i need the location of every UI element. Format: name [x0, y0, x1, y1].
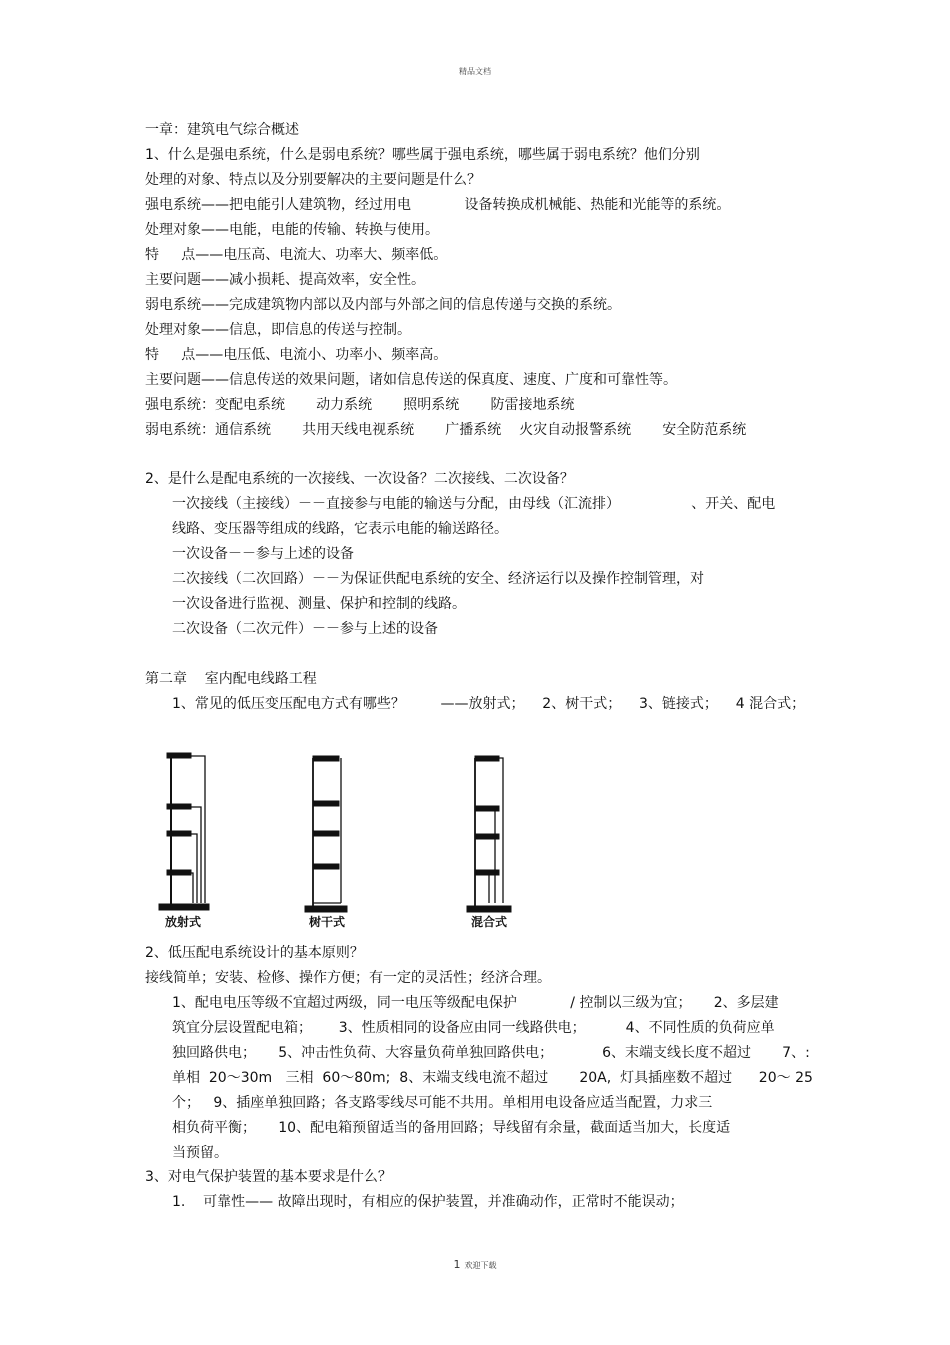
mixed-diagram — [467, 756, 511, 912]
text-line: 线路、变压器等组成的线路，它表示电能的输送路径。 — [172, 521, 508, 537]
text-line: 弱电系统——完成建筑物内部以及内部与外部之间的信息传递与交换的系统。 — [145, 297, 621, 313]
text-line: 1、配电电压等级不宜超过两级，同一电压等级配电保护 / 控制以三级为宜； 2、多层建 — [172, 995, 779, 1011]
page-footer — [0, 1258, 950, 1271]
text-line: 独回路供电； 5、冲击性负荷、大容量负荷单独回路供电； 6、末端支线长度不超过 7、: — [172, 1045, 810, 1061]
question-title: 1、常见的低压变压配电方式有哪些？ ——放射式； 2、树干式； 3、链接式； 4 混合式； — [172, 696, 806, 712]
chapter-1-title: 一章：建筑电气综合概述 — [145, 122, 299, 138]
diagram-label-trunk: 树干式 — [308, 915, 346, 928]
text-line: 1. 可靠性—— 故障出现时，有相应的保护装置，并准确动作，正常时不能误动； — [172, 1194, 684, 1210]
text-line: 处理对象——信息，即信息的传送与控制。 — [145, 322, 411, 338]
text-line: 主要问题——信息传送的效果问题，诸如信息传送的保真度、速度、广度和可靠性等。 — [145, 372, 677, 388]
text-line: 二次设备（二次元件）－－参与上述的设备 — [172, 621, 438, 637]
diagram-label-mixed: 混合式 — [470, 915, 508, 928]
page-number: 1 — [453, 1258, 461, 1271]
question-title: 2、低压配电系统设计的基本原则？ — [145, 945, 364, 961]
chapter-2-title: 第二章 室内配电线路工程 — [145, 671, 317, 687]
text-line: 强电系统——把电能引人建筑物，经过用电 设备转换成机械能、热能和光能等的系统。 — [145, 197, 731, 213]
text-line: 筑宜分层设置配电箱； 3、性质相同的设备应由同一线路供电； 4、不同性质的负荷应单 — [172, 1020, 775, 1036]
text-line: 单相 20～30m 三相 60～80m; 8、末端支线电流不超过 20A, 灯具插座数不超过 20～ 25 — [172, 1070, 813, 1086]
text-line: 主要问题——减小损耗、提高效率，安全性。 — [145, 272, 425, 288]
page-header: 精品文档 — [459, 67, 491, 76]
text-line: 接线简单；安装、检修、操作方便；有一定的灵活性；经济合理。 — [145, 970, 551, 986]
text-line: 一次接线（主接线）－－直接参与电能的输送与分配，由母线（汇流排） 、开关、配电 — [172, 496, 776, 512]
text-line: 一次设备进行监视、测量、保护和控制的线路。 — [172, 596, 466, 612]
text-line: 二次接线（二次回路）－－为保证供配电系统的安全、经济运行以及操作控制管理，对 — [172, 571, 704, 587]
diagram-label-radial: 放射式 — [164, 915, 202, 928]
question-title: 3、对电气保护装置的基本要求是什么？ — [145, 1169, 392, 1185]
distribution-diagram — [155, 748, 535, 932]
text-line: 强电系统：变配电系统 动力系统 照明系统 防雷接地系统 — [145, 397, 575, 413]
trunk-diagram — [305, 756, 347, 912]
text-line: 处理的对象、特点以及分别要解决的主要问题是什么？ — [145, 172, 481, 188]
text-line: 个； 9、插座单独回路；各支路零线尽可能不共用。单相用电设备应适当配置，力求三 — [172, 1095, 713, 1111]
text-line: 相负荷平衡； 10、配电箱预留适当的备用回路；导线留有余量，截面适当加大，长度适 — [172, 1120, 731, 1136]
text-line: 1、什么是强电系统，什么是弱电系统？哪些属于强电系统，哪些属于弱电系统？他们分别 — [145, 147, 700, 163]
radial-diagram — [159, 753, 209, 910]
footer-text: 欢迎下载 — [464, 1261, 497, 1270]
text-line: 一次设备－－参与上述的设备 — [172, 546, 354, 562]
text-line: 弱电系统：通信系统 共用天线电视系统 广播系统 火灾自动报警系统 安全防范系统 — [145, 422, 747, 438]
question-title: 2、是什么是配电系统的一次接线、一次设备？二次接线、二次设备？ — [145, 471, 574, 487]
text-line: 当预留。 — [172, 1145, 228, 1161]
text-line: 特 点——电压高、电流大、功率大、频率低。 — [145, 247, 448, 263]
text-line: 特 点——电压低、电流小、功率小、频率高。 — [145, 347, 448, 363]
text-line: 处理对象——电能，电能的传输、转换与使用。 — [145, 222, 439, 238]
